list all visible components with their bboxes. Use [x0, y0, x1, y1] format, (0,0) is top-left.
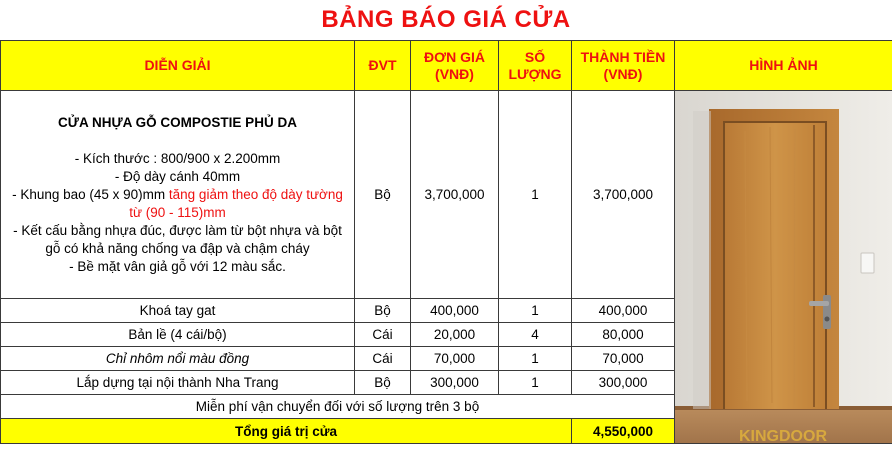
- grand-total-label: Tổng giá trị cửa: [1, 419, 572, 444]
- main-item-unit: Bộ: [355, 91, 411, 299]
- spec-frame: [4, 186, 351, 222]
- shipping-note: Miễn phí vận chuyển đối với số lượng trên 3 bộ: [1, 395, 675, 419]
- row-name: Chỉ nhôm nổi màu đồng: [1, 347, 355, 371]
- header-qty: [499, 41, 572, 91]
- price-table: [0, 40, 892, 444]
- spec-frame-red: tăng giảm theo độ dày tường từ (90 - 115)mm: [129, 186, 343, 220]
- header-desc: DIỄN GIẢI: [1, 41, 355, 91]
- row-total: 400,000: [572, 299, 675, 323]
- row-total: 300,000: [572, 371, 675, 395]
- main-item-total: 3,700,000: [572, 91, 675, 299]
- row-total: 80,000: [572, 323, 675, 347]
- watermark-text: KINGDOOR: [739, 428, 827, 444]
- row-unit: Cái: [355, 323, 411, 347]
- main-item-price: 3,700,000: [411, 91, 499, 299]
- row-qty: 1: [499, 299, 572, 323]
- header-price-line2: (VNĐ): [435, 65, 474, 82]
- row-name: Bản lề (4 cái/bộ): [1, 323, 355, 347]
- header-qty-line1: SỐ: [524, 48, 546, 65]
- row-qty: 1: [499, 371, 572, 395]
- door-photo-cell: [675, 91, 892, 444]
- row-total: 70,000: [572, 347, 675, 371]
- row-unit: Bộ: [355, 299, 411, 323]
- header-total-line1: THÀNH TIỀN: [580, 48, 666, 65]
- row-qty: 4: [499, 323, 572, 347]
- header-total-line2: (VNĐ): [603, 65, 643, 82]
- spec-thickness: - Độ dày cánh 40mm: [114, 168, 241, 184]
- spec-structure: - Kết cấu bằng nhựa đúc, được làm từ bột nhựa và bột gỗ có khả năng chống va đập và chậm cháy: [13, 222, 342, 256]
- header-unit: ĐVT: [355, 41, 411, 91]
- main-item-row: [1, 91, 892, 299]
- row-price: 70,000: [411, 347, 499, 371]
- spec-surface: - Bề mặt vân giả gỗ với 12 màu sắc.: [69, 258, 286, 274]
- product-name: CỬA NHỰA GỖ COMPOSTIE PHỦ DA: [58, 114, 297, 130]
- main-item-description: [1, 91, 355, 299]
- grand-total-value: 4,550,000: [572, 419, 675, 444]
- main-item-qty: 1: [499, 91, 572, 299]
- row-unit: Cái: [355, 347, 411, 371]
- header-price-line1: ĐƠN GIÁ: [424, 48, 485, 65]
- spec-frame-prefix: - Khung bao (45 x 90)mm: [12, 186, 169, 202]
- row-price: 400,000: [411, 299, 499, 323]
- row-name: Lắp dựng tại nội thành Nha Trang: [1, 371, 355, 395]
- row-price: 20,000: [411, 323, 499, 347]
- header-total: [572, 41, 675, 91]
- header-row: [1, 41, 892, 91]
- door-photo: [675, 91, 892, 444]
- header-qty-line2: LƯỢNG: [508, 65, 562, 82]
- header-price: [411, 41, 499, 91]
- header-image: HÌNH ẢNH: [675, 41, 892, 91]
- row-price: 300,000: [411, 371, 499, 395]
- door-illustration: [675, 91, 892, 444]
- spec-size: - Kích thước : 800/900 x 2.200mm: [74, 150, 281, 166]
- page-title: BẢNG BÁO GIÁ CỬA: [321, 6, 571, 33]
- row-name: Khoá tay gat: [1, 299, 355, 323]
- row-qty: 1: [499, 347, 572, 371]
- row-unit: Bộ: [355, 371, 411, 395]
